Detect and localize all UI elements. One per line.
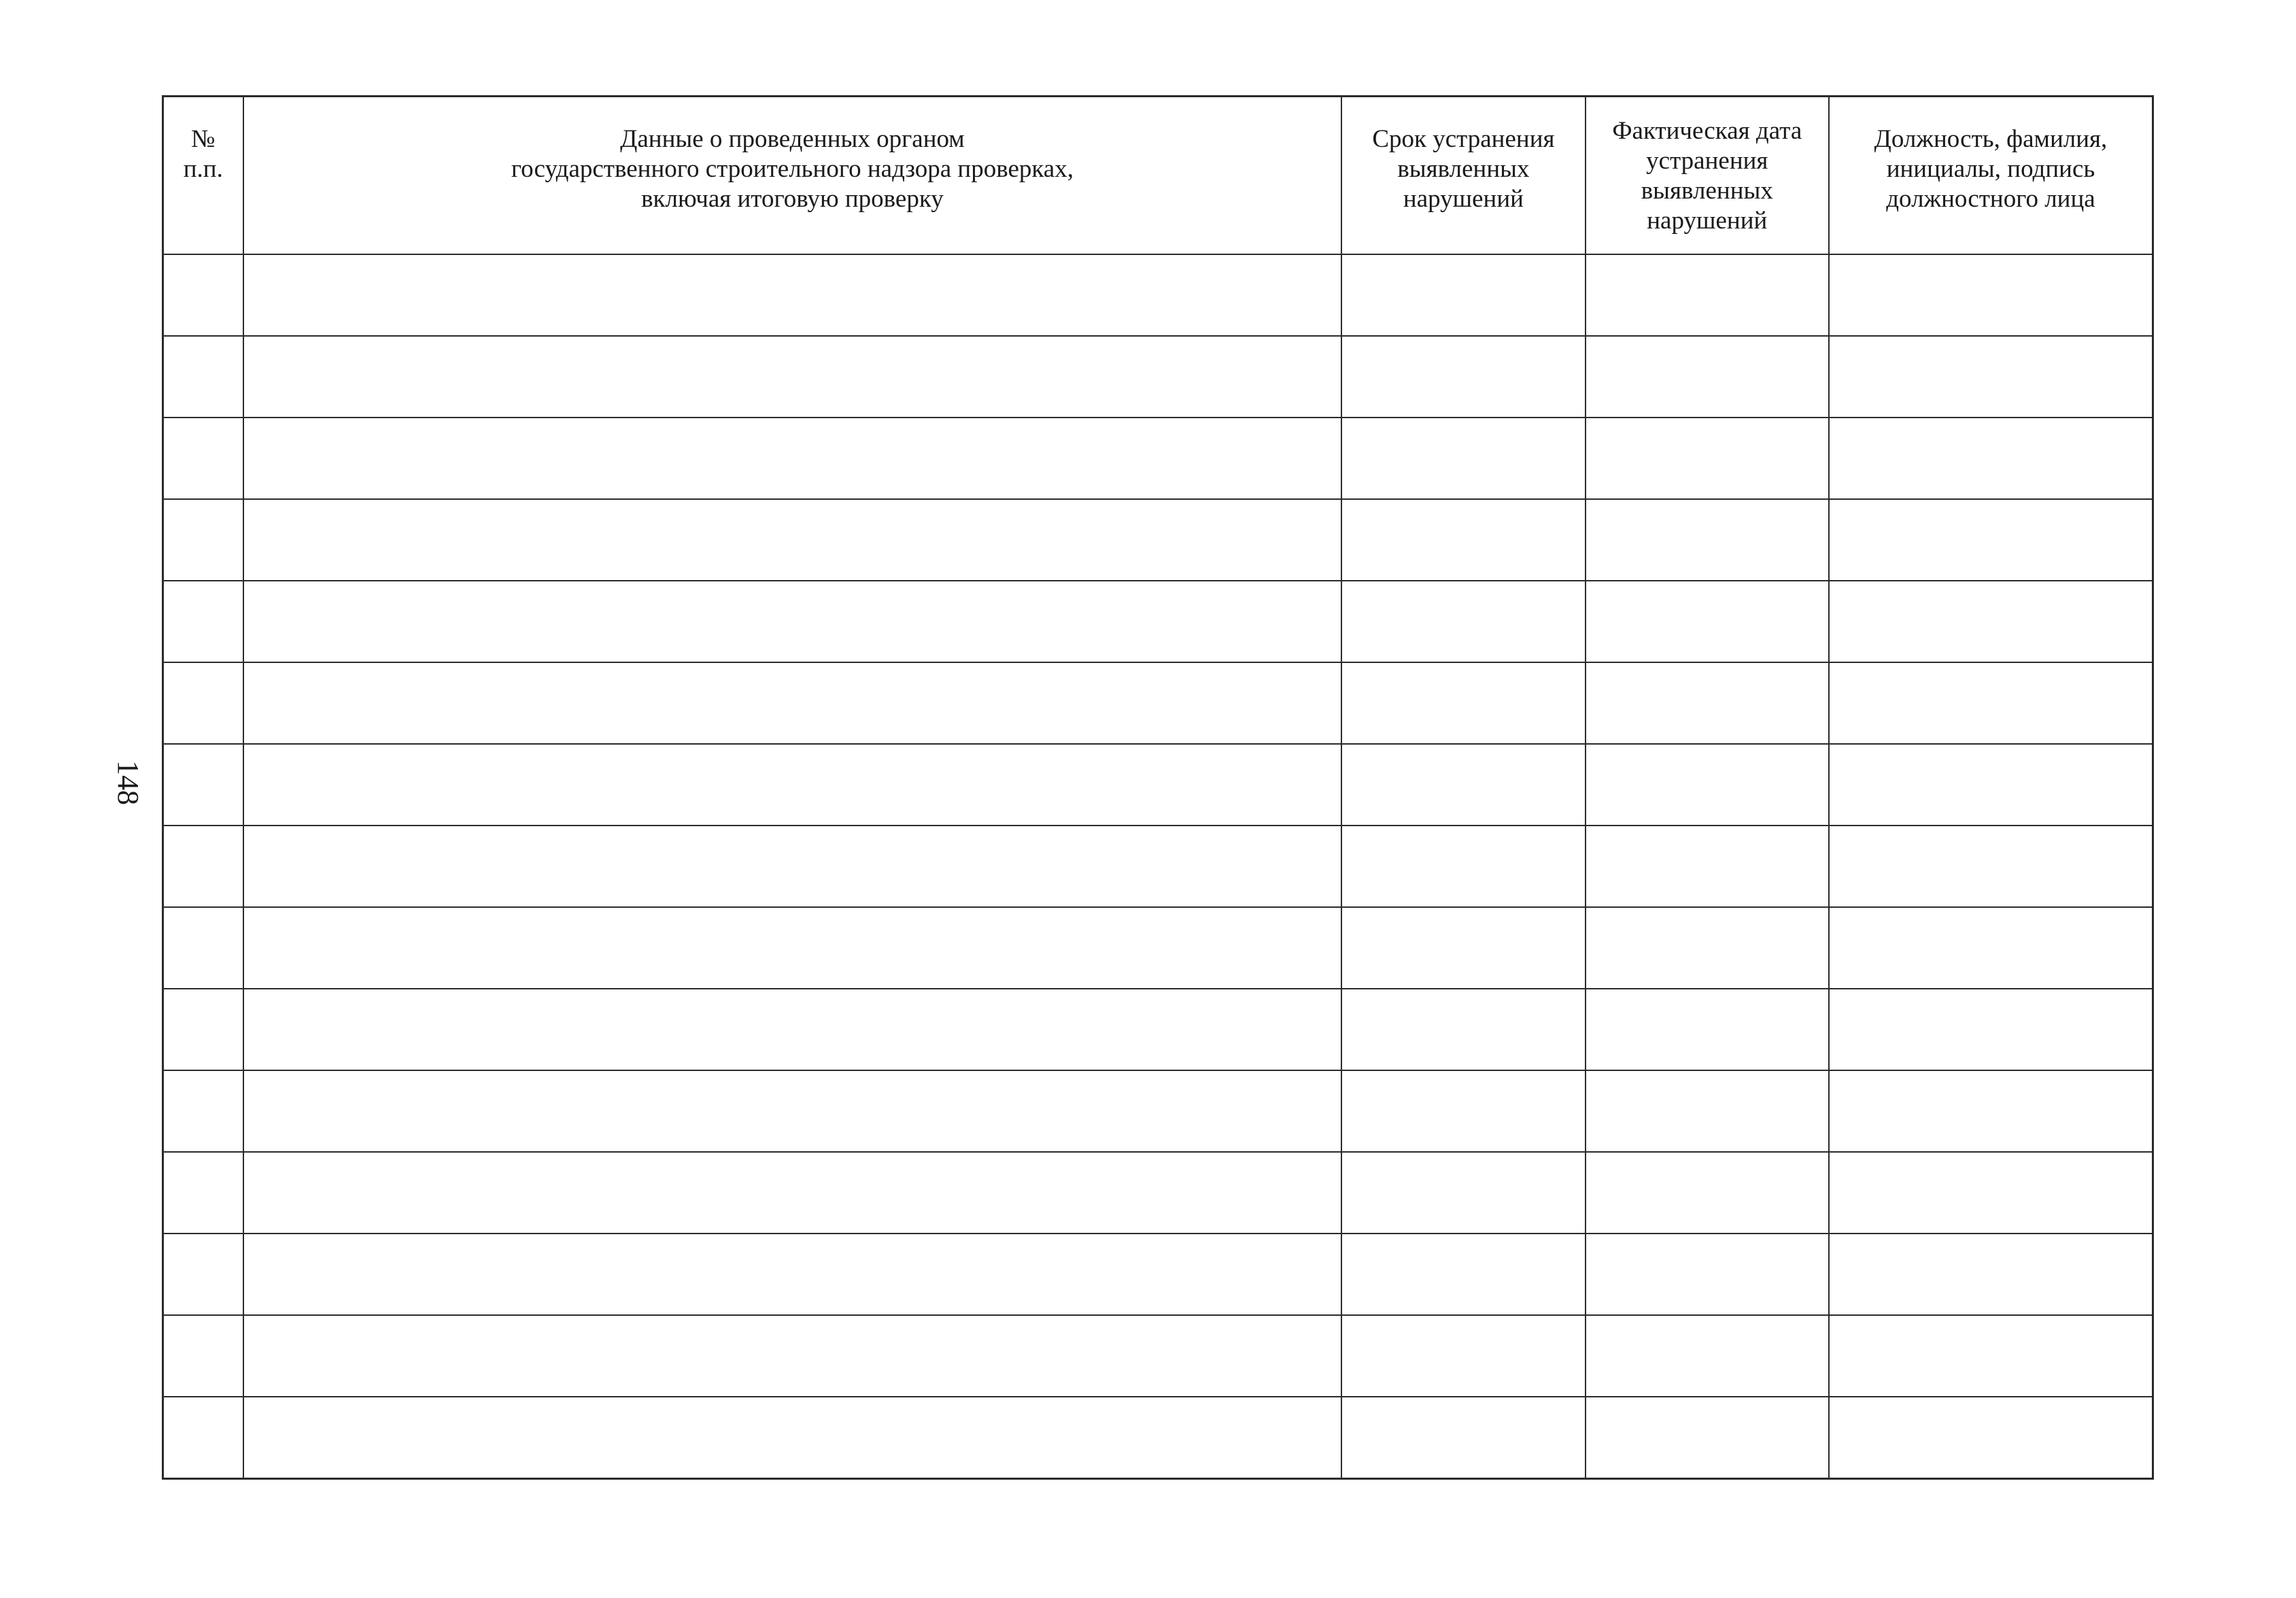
cell-actual-date xyxy=(1586,336,1829,418)
header-inspection-data xyxy=(243,97,1342,254)
cell-number xyxy=(163,989,243,1070)
table-row xyxy=(163,907,2153,989)
cell-actual-date xyxy=(1586,907,1829,989)
cell-deadline xyxy=(1341,744,1585,826)
cell-inspection-data xyxy=(243,907,1342,989)
cell-number xyxy=(163,499,243,581)
header-text-line: должностного лица xyxy=(1886,185,2095,213)
table-row xyxy=(163,1234,2153,1315)
table-row xyxy=(163,581,2153,662)
cell-deadline xyxy=(1341,1234,1585,1315)
cell-deadline xyxy=(1341,581,1585,662)
table-row xyxy=(163,336,2153,418)
cell-actual-date xyxy=(1586,744,1829,826)
cell-deadline xyxy=(1341,499,1585,581)
header-item-number xyxy=(163,97,243,254)
cell-signature xyxy=(1829,418,2153,499)
cell-deadline xyxy=(1341,1397,1585,1479)
cell-signature xyxy=(1829,662,2153,744)
cell-actual-date xyxy=(1586,418,1829,499)
table-row xyxy=(163,1152,2153,1234)
cell-actual-date xyxy=(1586,1152,1829,1234)
cell-actual-date xyxy=(1586,254,1829,336)
cell-deadline xyxy=(1341,1152,1585,1234)
cell-actual-date xyxy=(1586,662,1829,744)
cell-actual-date xyxy=(1586,1397,1829,1479)
header-text-line: инициалы, подпись xyxy=(1886,155,2095,183)
header-text-line: включая итоговую проверку xyxy=(641,185,944,213)
table-row xyxy=(163,744,2153,826)
table-row xyxy=(163,989,2153,1070)
cell-deadline xyxy=(1341,826,1585,907)
cell-inspection-data xyxy=(243,1070,1342,1152)
cell-inspection-data xyxy=(243,1152,1342,1234)
cell-deadline xyxy=(1341,662,1585,744)
cell-signature xyxy=(1829,1152,2153,1234)
header-text-line: выявленных xyxy=(1641,177,1773,205)
cell-number xyxy=(163,662,243,744)
cell-inspection-data xyxy=(243,254,1342,336)
cell-number xyxy=(163,826,243,907)
table-row xyxy=(163,418,2153,499)
header-row xyxy=(163,97,2153,254)
cell-inspection-data xyxy=(243,336,1342,418)
cell-number xyxy=(163,1234,243,1315)
cell-signature xyxy=(1829,581,2153,662)
cell-signature xyxy=(1829,826,2153,907)
header-text-line: выявленных xyxy=(1397,155,1530,183)
cell-number xyxy=(163,336,243,418)
table-row xyxy=(163,1315,2153,1397)
header-text-line: Фактическая дата xyxy=(1612,117,1802,145)
table-row xyxy=(163,826,2153,907)
header-text-line: Данные о проведенных органом xyxy=(620,125,965,153)
cell-actual-date xyxy=(1586,499,1829,581)
cell-actual-date xyxy=(1586,1070,1829,1152)
cell-inspection-data xyxy=(243,662,1342,744)
cell-actual-date xyxy=(1586,989,1829,1070)
cell-signature xyxy=(1829,1397,2153,1479)
cell-actual-date xyxy=(1586,1234,1829,1315)
table-header xyxy=(163,97,2153,254)
cell-inspection-data xyxy=(243,1315,1342,1397)
header-text-line: Срок устранения xyxy=(1372,125,1555,153)
table-row xyxy=(163,1397,2153,1479)
cell-inspection-data xyxy=(243,499,1342,581)
cell-inspection-data xyxy=(243,1397,1342,1479)
cell-signature xyxy=(1829,744,2153,826)
cell-number xyxy=(163,907,243,989)
cell-inspection-data xyxy=(243,418,1342,499)
cell-signature xyxy=(1829,336,2153,418)
cell-deadline xyxy=(1341,336,1585,418)
header-official-signature xyxy=(1829,97,2153,254)
table-body xyxy=(163,254,2153,1479)
cell-number xyxy=(163,744,243,826)
cell-number xyxy=(163,254,243,336)
cell-inspection-data xyxy=(243,989,1342,1070)
cell-actual-date xyxy=(1586,581,1829,662)
cell-inspection-data xyxy=(243,744,1342,826)
header-text-line: № xyxy=(191,125,216,153)
cell-number xyxy=(163,581,243,662)
cell-deadline xyxy=(1341,1070,1585,1152)
header-actual-elimination-date xyxy=(1586,97,1829,254)
cell-deadline xyxy=(1341,418,1585,499)
table-row xyxy=(163,1070,2153,1152)
table-row xyxy=(163,254,2153,336)
cell-signature xyxy=(1829,1315,2153,1397)
header-elimination-deadline xyxy=(1341,97,1585,254)
cell-inspection-data xyxy=(243,581,1342,662)
header-text-line: государственного строительного надзора проверках, xyxy=(511,155,1074,183)
cell-signature xyxy=(1829,907,2153,989)
header-text-line: нарушений xyxy=(1403,185,1524,213)
page-number: 148 xyxy=(112,760,145,805)
cell-number xyxy=(163,1152,243,1234)
cell-number xyxy=(163,1397,243,1479)
table-row xyxy=(163,662,2153,744)
cell-number xyxy=(163,1070,243,1152)
cell-deadline xyxy=(1341,989,1585,1070)
header-text-line: п.п. xyxy=(183,155,223,183)
cell-actual-date xyxy=(1586,826,1829,907)
cell-signature xyxy=(1829,1234,2153,1315)
cell-signature xyxy=(1829,989,2153,1070)
header-text-line: Должность, фамилия, xyxy=(1874,125,2108,153)
header-text-line: нарушений xyxy=(1647,207,1768,235)
header-text-line: устранения xyxy=(1646,147,1768,175)
cell-signature xyxy=(1829,499,2153,581)
cell-actual-date xyxy=(1586,1315,1829,1397)
cell-signature xyxy=(1829,254,2153,336)
cell-deadline xyxy=(1341,1315,1585,1397)
cell-deadline xyxy=(1341,907,1585,989)
cell-inspection-data xyxy=(243,826,1342,907)
cell-signature xyxy=(1829,1070,2153,1152)
cell-inspection-data xyxy=(243,1234,1342,1315)
cell-number xyxy=(163,418,243,499)
cell-deadline xyxy=(1341,254,1585,336)
inspection-records-table xyxy=(162,95,2154,1480)
table-row xyxy=(163,499,2153,581)
cell-number xyxy=(163,1315,243,1397)
